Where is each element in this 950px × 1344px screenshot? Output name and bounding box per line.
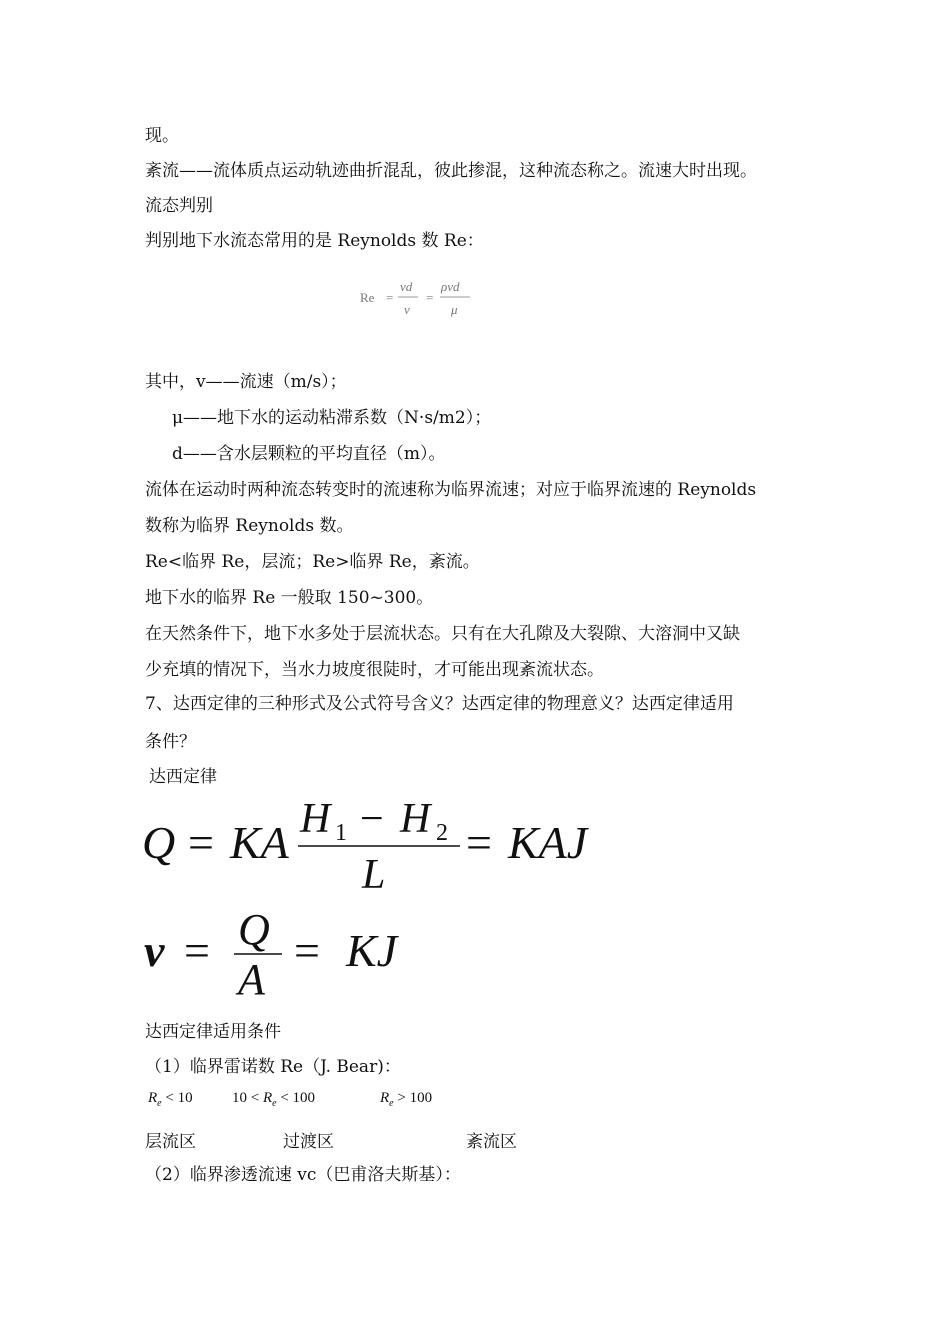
text-line: 流态判别 [145, 196, 213, 216]
darcy-minus: − [360, 796, 384, 842]
text-line: 数称为临界 Reynolds 数。 [145, 516, 354, 536]
re-range-laminar [148, 1090, 193, 1109]
section-heading: 达西定律适用条件 [145, 1022, 281, 1042]
reynolds-formula [360, 276, 490, 324]
re-symbol: R [262, 1090, 273, 1106]
re-condition: < 100 [280, 1090, 316, 1106]
re-condition: < 10 [165, 1090, 193, 1106]
text-line: 地下水的临界 Re 一般取 150~300。 [145, 588, 434, 608]
re-symbol: R [380, 1090, 390, 1106]
re-subscript: e [157, 1098, 162, 1109]
text-line: 其中，v——流速（m/s）； [145, 372, 347, 392]
reynolds-den1: v [404, 302, 410, 317]
zone-turbulent: 紊流区 [466, 1132, 517, 1152]
darcy-eq1: = [188, 817, 214, 868]
text-line: Re<临界 Re，层流；Re>临界 Re，紊流。 [145, 552, 480, 572]
darcy-v: v [144, 925, 165, 976]
re-lower-bound: 10 < [232, 1090, 260, 1106]
re-range-transition [232, 1090, 315, 1109]
re-subscript: e [272, 1098, 277, 1109]
darcy-q: Q [142, 817, 176, 868]
question-heading: 7、达西定律的三种形式及公式符号含义？达西定律的物理意义？达西定律适用 [145, 694, 734, 714]
text-line: 现。 [145, 126, 179, 146]
text-line: 少充填的情况下，当水力坡度很陡时，才可能出现紊流状态。 [145, 660, 604, 680]
text-line: （1）临界雷诺数 Re（J. Bear)： [145, 1057, 401, 1077]
reynolds-lhs: Re [360, 290, 375, 305]
reynolds-eq2: = [426, 290, 434, 305]
darcy-v-eq1: = [184, 925, 210, 976]
darcy-h2: H [400, 796, 431, 842]
text-line: d——含水层颗粒的平均直径（m）。 [172, 444, 446, 464]
text-line: 条件？ [145, 732, 196, 752]
darcy-h1: H [300, 796, 331, 842]
text-line: （2）临界渗透流速 vc（巴甫洛夫斯基）： [145, 1165, 461, 1185]
darcy-kaj: KAJ [508, 817, 588, 868]
darcy-formula-flow [142, 796, 612, 896]
darcy-kj: KJ [346, 925, 398, 976]
text-line: μ——地下水的运动粘滞系数（N·s/m2）； [172, 408, 492, 428]
darcy-v-num: Q [238, 908, 270, 954]
re-subscript: e [389, 1098, 394, 1109]
text-line: 判别地下水流态常用的是 Reynolds 数 Re： [145, 231, 484, 251]
darcy-eq2: = [466, 817, 492, 868]
text-line: 紊流——流体质点运动轨迹曲折混乱，彼此掺混，这种流态称之。流速大时出现。 [145, 161, 757, 181]
re-range-turbulent [380, 1090, 432, 1109]
text-line: 在天然条件下，地下水多处于层流状态。只有在大孔隙及大裂隙、大溶洞中又缺 [145, 624, 740, 644]
zone-transition: 过渡区 [283, 1132, 334, 1152]
darcy-v-den: A [238, 955, 265, 1003]
re-symbol: R [148, 1090, 158, 1106]
reynolds-eq1: = [386, 290, 394, 305]
darcy-h1-sub: 1 [335, 820, 347, 846]
zone-laminar: 层流区 [145, 1132, 196, 1152]
darcy-v-eq2: = [294, 925, 320, 976]
darcy-formula-velocity [142, 908, 442, 1003]
text-line: 流体在运动时两种流态转变时的流速称为临界流速；对应于临界流速的 Reynolds [145, 480, 757, 500]
section-heading: 达西定律 [149, 767, 217, 787]
re-condition: > 100 [397, 1090, 433, 1106]
reynolds-den2: μ [451, 302, 458, 317]
darcy-ka: KA [230, 817, 289, 868]
darcy-h2-sub: 2 [436, 820, 448, 846]
darcy-l: L [362, 852, 386, 896]
reynolds-num2: ρvd [441, 279, 460, 294]
reynolds-num1: vd [400, 279, 413, 294]
